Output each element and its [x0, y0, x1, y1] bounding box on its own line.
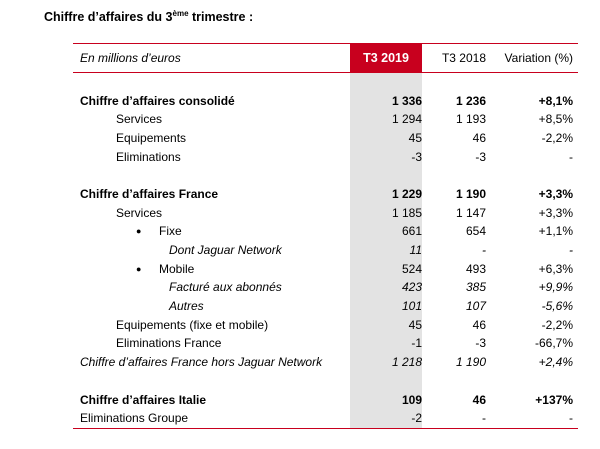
column-header-t3-2019: T3 2019	[350, 44, 422, 72]
value-variation: -	[569, 243, 573, 257]
table-row	[0, 92, 600, 110]
value-t3-2019: 11	[409, 243, 422, 257]
value-t3-2018: 46	[472, 393, 486, 407]
header-bottom-rule	[73, 72, 578, 73]
table-row	[0, 297, 600, 315]
value-t3-2019: 109	[401, 393, 422, 407]
bullet-icon: ●	[136, 226, 142, 236]
value-t3-2019: -3	[411, 150, 422, 164]
row-label: Fixe	[159, 224, 182, 238]
value-t3-2019: 1 336	[391, 94, 422, 108]
value-variation: +137%	[535, 393, 573, 407]
value-variation: +6,3%	[538, 262, 573, 276]
value-variation: +8,1%	[538, 94, 573, 108]
value-variation: -	[569, 411, 573, 425]
table-row	[0, 185, 600, 203]
value-t3-2019: 524	[401, 262, 422, 276]
unit-label: En millions d’euros	[80, 51, 181, 65]
page-heading	[44, 10, 253, 24]
value-t3-2019: -1	[411, 336, 422, 350]
table-row	[0, 129, 600, 147]
heading-rest: trimestre :	[188, 10, 254, 24]
column-header-t3-2018: T3 2018	[441, 51, 486, 65]
value-t3-2019: 1 294	[391, 112, 422, 126]
value-t3-2019: -2	[411, 411, 422, 425]
value-t3-2018: 654	[465, 224, 486, 238]
value-t3-2018: 1 147	[455, 206, 486, 220]
value-t3-2018: 46	[472, 131, 486, 145]
row-label: Chiffre d’affaires France hors Jaguar Network	[80, 355, 323, 369]
value-variation: +9,9%	[538, 280, 573, 294]
table-row	[0, 353, 600, 371]
column-header-variation: Variation (%)	[504, 51, 573, 65]
bullet-icon: ●	[136, 264, 142, 274]
row-label: Chiffre d’affaires France	[80, 187, 219, 201]
table-row	[0, 409, 600, 427]
row-label: Dont Jaguar Network	[169, 243, 282, 257]
value-variation: -66,7%	[534, 336, 573, 350]
value-variation: +3,3%	[538, 187, 573, 201]
row-label: Equipements (fixe et mobile)	[116, 318, 269, 332]
heading-superscript: ème	[172, 9, 189, 18]
row-label: Eliminations	[116, 150, 181, 164]
row-label: Eliminations France	[116, 336, 222, 350]
value-t3-2018: 1 236	[455, 94, 486, 108]
value-t3-2019: 1 229	[391, 187, 422, 201]
value-t3-2018: 1 193	[455, 112, 486, 126]
table-row	[0, 334, 600, 352]
row-label: Equipements	[116, 131, 187, 145]
table-row	[0, 222, 600, 240]
table-row	[0, 110, 600, 128]
table-row	[0, 391, 600, 409]
table-row	[0, 316, 600, 334]
value-variation: +2,4%	[538, 355, 573, 369]
table-bottom-rule	[73, 428, 578, 429]
row-label: Chiffre d’affaires Italie	[80, 393, 207, 407]
value-t3-2019: 1 218	[391, 355, 422, 369]
row-label: Mobile	[159, 262, 195, 276]
value-variation: -2,2%	[541, 131, 573, 145]
row-label: Services	[116, 206, 163, 220]
value-t3-2018: 1 190	[455, 355, 486, 369]
table-row	[0, 260, 600, 278]
table-row	[0, 278, 600, 296]
value-t3-2018: 385	[465, 280, 486, 294]
value-t3-2019: 45	[408, 131, 422, 145]
value-variation: -5,6%	[541, 299, 573, 313]
value-t3-2019: 661	[401, 224, 422, 238]
row-label: Eliminations Groupe	[80, 411, 189, 425]
value-t3-2019: 1 185	[391, 206, 422, 220]
value-t3-2019: 101	[401, 299, 422, 313]
value-t3-2018: 107	[465, 299, 486, 313]
heading-text: Chiffre d’affaires du 3	[44, 10, 173, 24]
value-variation: +1,1%	[538, 224, 573, 238]
row-label: Chiffre d’affaires consolidé	[80, 94, 235, 108]
value-t3-2018: -3	[475, 150, 486, 164]
row-label: Facturé aux abonnés	[169, 280, 282, 294]
table-row	[0, 204, 600, 222]
value-variation: +3,3%	[538, 206, 573, 220]
value-variation: -2,2%	[541, 318, 573, 332]
value-t3-2018: -	[482, 243, 486, 257]
table-row	[0, 148, 600, 166]
value-t3-2018: -	[482, 411, 486, 425]
value-t3-2019: 45	[408, 318, 422, 332]
value-t3-2019: 423	[401, 280, 422, 294]
value-variation: -	[569, 150, 573, 164]
table-row	[0, 241, 600, 259]
value-t3-2018: 46	[472, 318, 486, 332]
row-label: Services	[116, 112, 163, 126]
value-t3-2018: 493	[465, 262, 486, 276]
value-variation: +8,5%	[538, 112, 573, 126]
row-label: Autres	[169, 299, 204, 313]
value-t3-2018: -3	[475, 336, 486, 350]
value-t3-2018: 1 190	[455, 187, 486, 201]
